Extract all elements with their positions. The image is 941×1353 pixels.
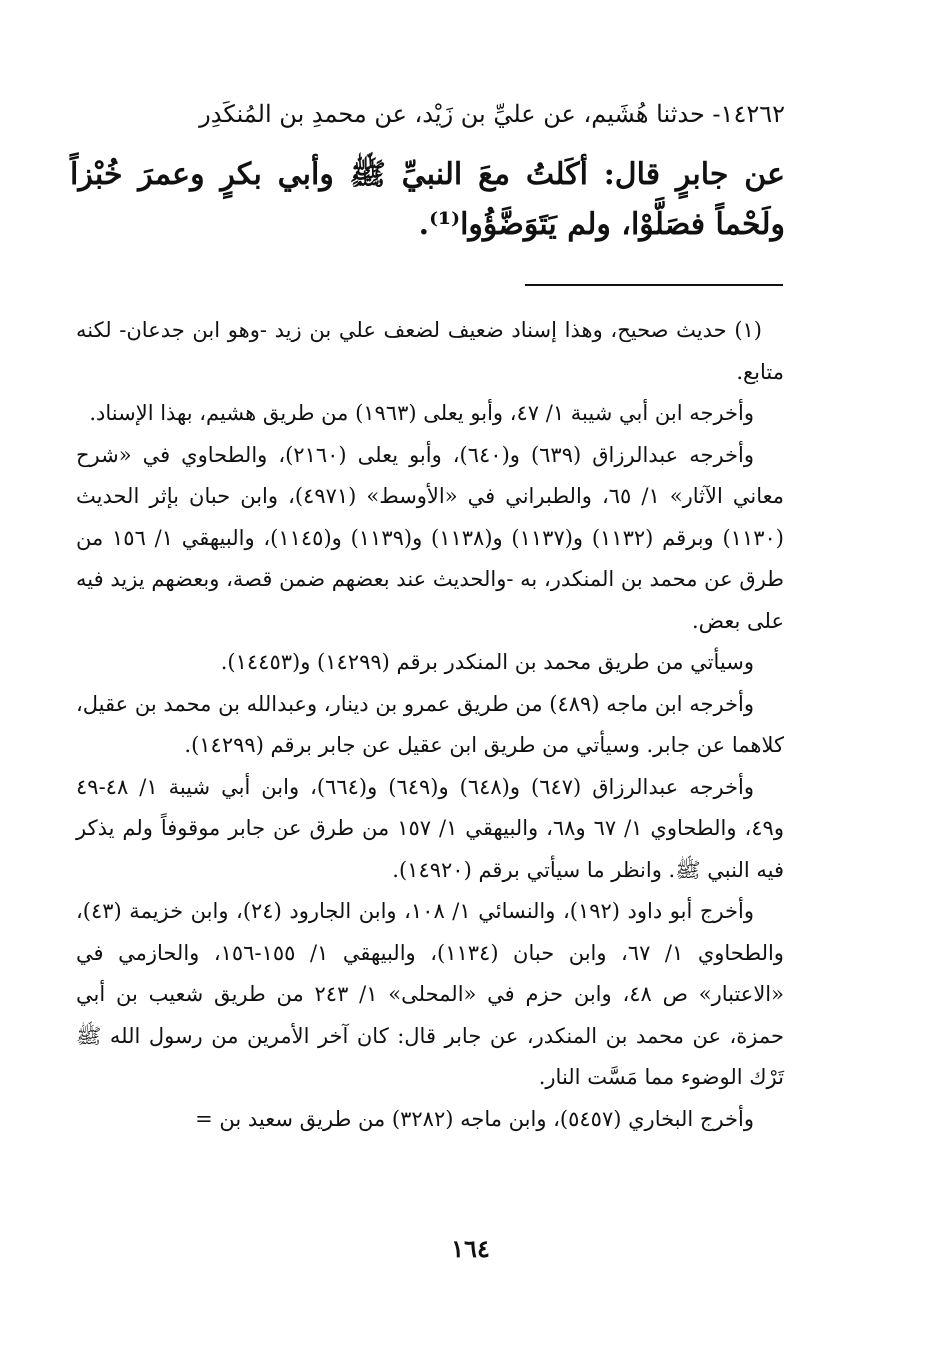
footnote-paragraph: وأخرج البخاري (٥٤٥٧)، وابن ماجه (٣٢٨٢) من طريق سعيد بن = (195, 1106, 754, 1131)
page-number: ١٦٤ (451, 1234, 490, 1263)
footnotes-section (76, 310, 784, 1140)
footnote-paragraph: وسيأتي من طريق محمد بن المنكدر برقم (١٤٢٩٩) و(١٤٤٥٣). (220, 650, 754, 674)
footnote-paragraph: وأخرجه عبدالرزاق (٦٣٩) و(٦٤٠)، وأبو يعلى (٢١٦٠)، والطحاوي في «شرح معاني الآثار» ١/ ٦٥، والطبراني في «الأوسط» (٤٩٧١)، وابن حبان بإثر الحديث (١١٣٠) وبرقم (١١٣٢) و(١١٣٧) و(١١٣٨) و(١١٣٩) و(١١٤٥)، والبيهقي ١/ ١٥٦ من طرق عن محمد بن المنكدر، به -والحديث عند بعضهم ضمن قصة، وبعضهم يزيد فيه على بعض. (76, 442, 784, 633)
footnote-paragraph: وأخرجه عبدالرزاق (٦٤٧) و(٦٤٨) و(٦٤٩) و(٦٦٤)، وابن أبي شيبة ١/ ٤٨-٤٩ و٤٩، والطحاوي ١/ ٦٧ و٦٨، والبيهقي ١/ ١٥٧ من طرق عن جابر موقوفاً ولم يذكر فيه النبي ﷺ. وانظر ما سيأتي برقم (١٤٩٢٠). (76, 774, 784, 882)
footnote-paragraph: وأخرجه ابن أبي شيبة ١/ ٤٧، وأبو يعلى (١٩٦٣) من طريق هشيم، بهذا الإسناد. (89, 401, 754, 425)
hadith-isnad-line: ١٤٢٦٢- حدثنا هُشَيم، عن عليِّ بن زَيْد، عن محمدِ بن المُنكَدِر (199, 100, 785, 128)
footnote-paragraph: وأخرجه ابن ماجه (٤٨٩) من طريق عمرو بن دينار، وعبدالله بن محمد بن عقيل، كلاهما عن جابر. وسيأتي من طريق ابن عقيل عن جابر برقم (١٤٢٩٩). (76, 691, 784, 757)
hadith-matn: عن جابرٍ قال: أكَلتُ معَ النبيِّ ﷺ وأبي بكرٍ وعمرَ خُبْزاً ولَحْماً فصَلَّوْا، ولم يَتَوَضَّؤُوا⁽¹⁾. (70, 157, 785, 242)
footnote-divider (525, 284, 783, 286)
footnote-paragraph: وأخرج أبو داود (١٩٢)، والنسائي ١/ ١٠٨، وابن الجارود (٢٤)، وابن خزيمة (٤٣)، والطحاوي ١/ ٦٧، وابن حبان (١١٣٤)، والبيهقي ١/ ١٥٥-١٥٦، والحازمي في «الاعتبار» ص ٤٨، وابن حزم في «المحلى» ١/ ٢٤٣ من طريق شعيب بن أبي حمزة، عن محمد بن المنكدر، عن جابر قال: كان آخر الأمرين من رسول الله ﷺ تَرْك الوضوء مما مَسَّت النار. (76, 899, 784, 1089)
footnote-paragraph: (١) حديث صحيح، وهذا إسناد ضعيف لضعف علي بن زيد -وهو ابن جدعان- لكنه متابع. (76, 318, 784, 384)
